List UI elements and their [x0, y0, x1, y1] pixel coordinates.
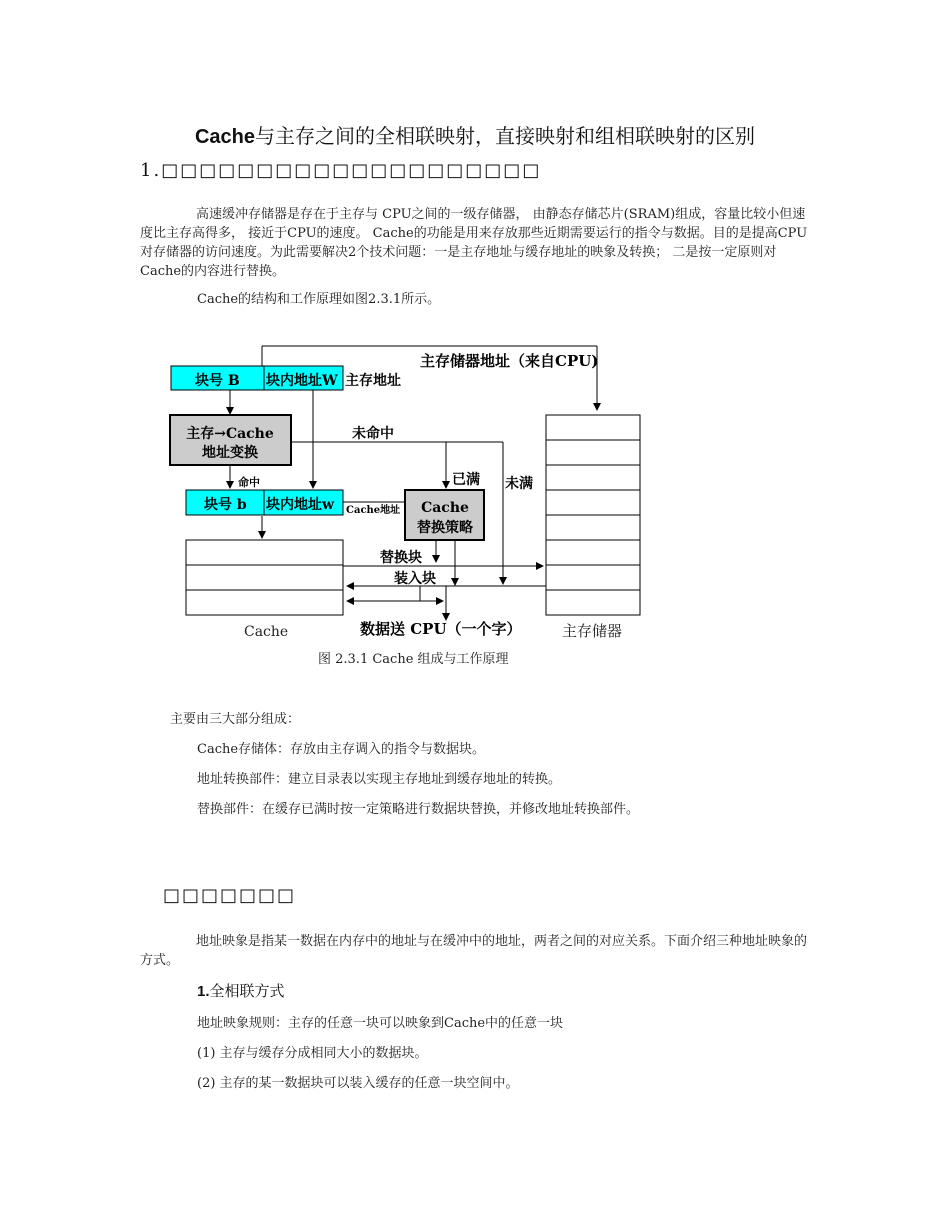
replace-block-label: 替换块: [380, 550, 422, 566]
paragraph-address-mapping: 地址映象是指某一数据在内存中的地址与在缓冲中的地址，两者之间的对应关系。下面介绍三种地址映象的方式。: [140, 934, 808, 968]
main-address-label: 主存储器地址（来自CPU): [420, 352, 599, 370]
full-label: 已满: [452, 472, 480, 488]
not-full-label: 未满: [505, 476, 533, 492]
components-intro: 主要由三大部分组成：: [170, 712, 301, 727]
cache-store: [186, 540, 343, 615]
block-B-label: 块号 B: [195, 373, 240, 389]
main-memory-store: [546, 415, 640, 615]
paragraph-cache-intro: 高速缓冲存储器是存在于主存与 CPU之间的一级存储器， 由静态存储芯片(SRAM)组成，容量比较小但速度比主存高得多， 接近于CPU的速度。 Cache的功能是用来存放那些近期需要运行的指令与数据。目的是提高CPU对存储器的访问速度。为此需要解决2个技术问题：一是主存地址与缓存地址的映象及转换； 二是按一定原则对Cache的内容进行替换。: [140, 207, 808, 279]
cache-diagram: [160, 340, 660, 670]
hit-label: 命中: [238, 476, 260, 489]
component-cache-store: Cache存储体：存放由主存调入的指令与数据块。: [197, 742, 486, 757]
subheading-full-associative: 1.全相联方式: [197, 982, 285, 1000]
miss-label: 未命中: [352, 426, 394, 442]
section-heading-1: 1.□□□□□□□□□□□□□□□□□□□□: [140, 160, 542, 181]
figure-caption: 图 2.3.1 Cache 组成与工作原理: [318, 652, 509, 667]
main-addr-label: 主存地址: [345, 373, 401, 389]
replace-line1: Cache: [421, 500, 469, 516]
load-block-label: 装入块: [394, 571, 436, 587]
garbled-heading-text: □□□□□□□□□□□□□□□□□□□□: [161, 160, 542, 181]
in-block-W-label: 块内地址W: [266, 373, 338, 389]
section-heading-2: □□□□□□□: [163, 885, 297, 906]
cache-addr-label: Cache地址: [346, 505, 401, 516]
rule-item-2: (2) 主存的某一数据块可以装入缓存的任意一块空间中。: [197, 1076, 519, 1091]
main-memory-label: 主存储器: [562, 622, 623, 640]
replace-line2: 替换策略: [417, 520, 473, 536]
paragraph-figure-ref: Cache的结构和工作原理如图2.3.1所示。: [197, 292, 441, 307]
component-replacement: 替换部件：在缓存已满时按一定策略进行数据块替换，并修改地址转换部件。: [197, 802, 640, 817]
in-block-w-label: 块内地址w: [266, 497, 335, 513]
cache-label: Cache: [244, 624, 289, 640]
mapping-rule: 地址映象规则：主存的任意一块可以映象到Cache中的任意一块: [197, 1016, 564, 1031]
component-address-converter: 地址转换部件：建立目录表以实现主存地址到缓存地址的转换。: [197, 772, 562, 787]
converter-line2: 地址变换: [202, 445, 258, 461]
rule-item-1: (1) 主存与缓存分成相同大小的数据块。: [197, 1046, 428, 1061]
block-b-label: 块号 b: [204, 497, 247, 513]
page-title: Cache与主存之间的全相联映射，直接映射和组相联映射的区别: [194, 124, 756, 148]
data-to-cpu-label: 数据送 CPU（一个字）: [360, 620, 522, 638]
converter-line1: 主存→Cache: [186, 426, 274, 442]
